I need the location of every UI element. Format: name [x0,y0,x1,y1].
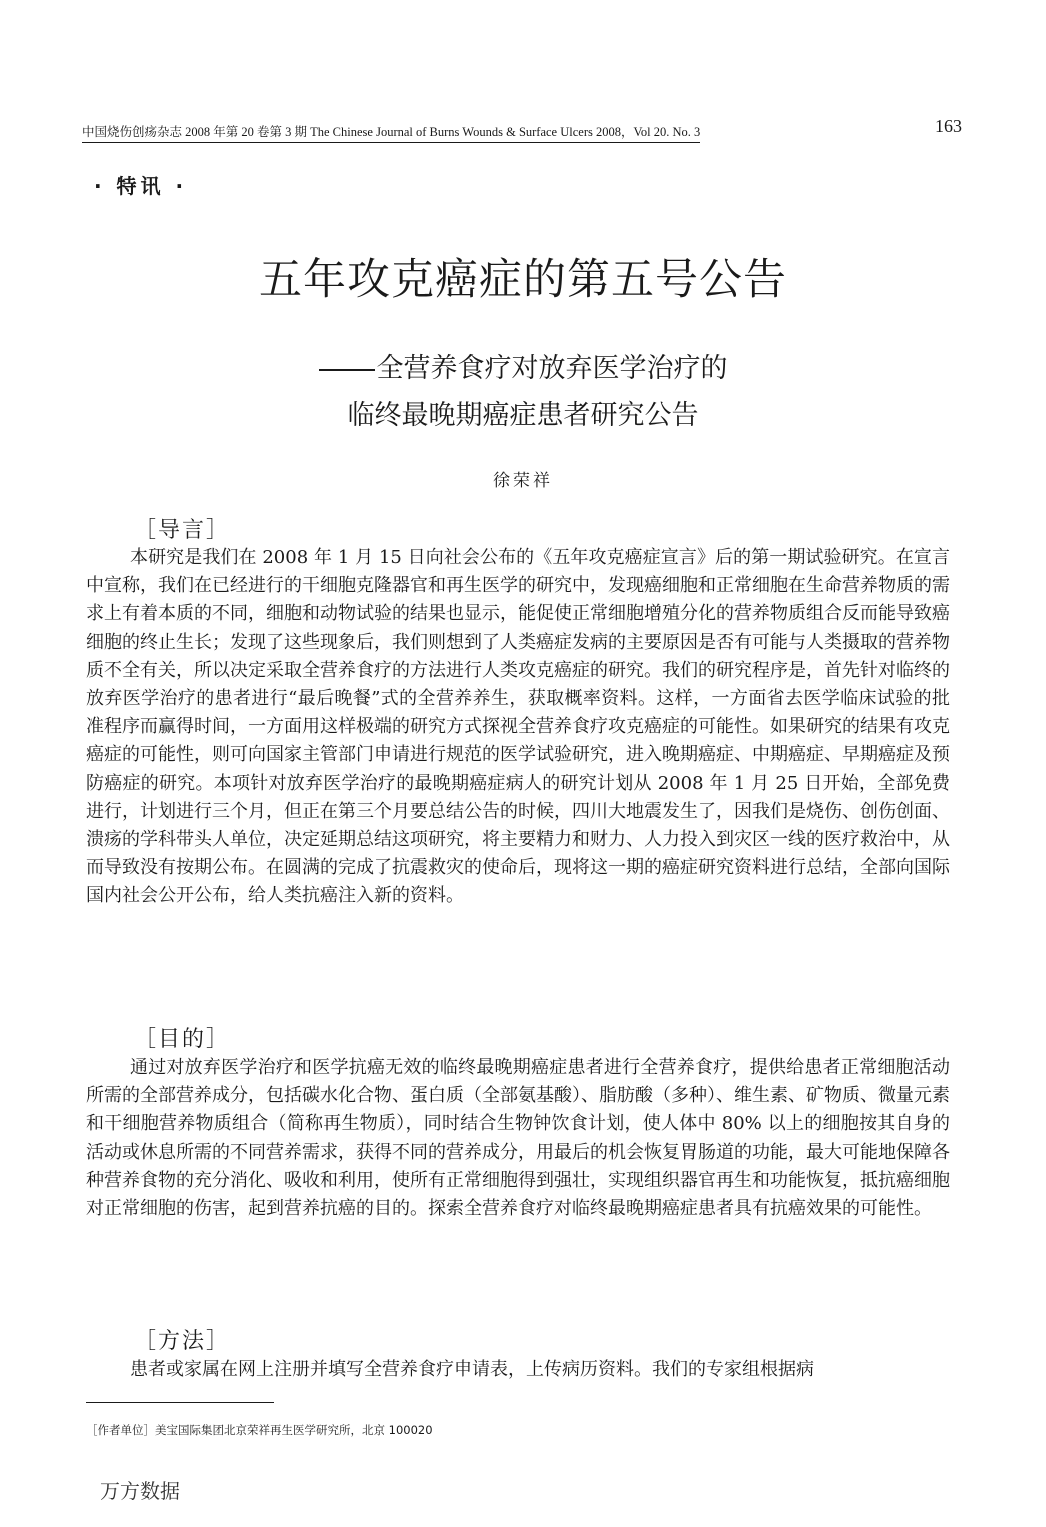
subtitle-line-1 [0,345,1046,392]
journal-citation: 中国烧伤创疡杂志 2008 年第 20 卷第 3 期 The Chinese Journal of Burns Wounds & Surface Ulcers 2008，Vol 20. No. 3 [82,122,700,143]
database-watermark: 万方数据 [100,1479,180,1503]
section-tag: · 特讯 · [94,174,188,198]
article-title: 五年攻克癌症的第五号公告 [259,255,787,305]
subtitle-line-2: 临终最晚期癌症患者研究公告 [347,400,699,431]
author-name: 徐荣祥 [493,471,553,491]
author-affiliation: ［作者单位］美宝国际集团北京荣祥再生医学研究所，北京 100020 [86,1423,433,1437]
heading-objective: ［目的］ [134,1027,231,1052]
paragraph-objective: 通过对放弃医学治疗和医学抗癌无效的临终最晚期癌症患者进行全营养食疗，提供给患者正常细胞活动所需的全部营养成分，包括碳水化合物、蛋白质（全部氨基酸）、脂肪酸（多种）、维生素、矿物质、微量元素和干细胞营养物质组合（简称再生物质），同时结合生物钟饮食计划，使人体中 80% 以上的细胞按其自身的活动或休息所需的不同营养需求，获得不同的营养成分，用最后的机会恢复胃肠道的功能，最大可能地保障各种营养食物的充分消化、吸收和利用，使所有正常细胞得到强壮，实现组织器官再生和功能恢复，抵抗癌细胞对正常细胞的伤害，起到营养抗癌的目的。探索全营养食疗对临终最晚期癌症患者具有抗癌效果的可能性。 [86,1057,950,1220]
heading-methods: ［方法］ [134,1329,231,1354]
subtitle-line-1-text: 全营养食疗对放弃医学治疗的 [376,353,728,384]
paragraph-methods: 患者或家属在网上注册并填写全营养食疗申请表，上传病历资料。我们的专家组根据病 [130,1359,814,1380]
page-number: 163 [935,116,962,136]
heading-introduction: ［导言］ [134,518,231,543]
paragraph-introduction: 本研究是我们在 2008 年 1 月 15 日向社会公布的《五年攻克癌症宣言》后的第一期试验研究。在宣言中宣称，我们在已经进行的干细胞克隆器官和再生医学的研究中，发现癌细胞和正常细胞在生命营养物质的需求上有着本质的不同，细胞和动物试验的结果也显示，能促使正常细胞增殖分化的营养物质组合反而能导致癌细胞的终止生长；发现了这些现象后，我们则想到了人类癌症发病的主要原因是否有可能与人类摄取的营养物质不全有关，所以决定采取全营养食疗的方法进行人类攻克癌症的研究。我们的研究程序是，首先针对临终的放弃医学治疗的患者进行“最后晚餐”式的全营养养生，获取概率资料。这样，一方面省去医学临床试验的批准程序而赢得时间，一方面用这样极端的研究方式探视全营养食疗攻克癌症的可能性。如果研究的结果有攻克癌症的可能性，则可向国家主管部门申请进行规范的医学试验研究，进入晚期癌症、中期癌症、早期癌症及预防癌症的研究。本项针对放弃医学治疗的最晚期癌症病人的研究计划从 2008 年 1 月 25 日开始，全部免费进行，计划进行三个月，但正在第三个月要总结公告的时候，四川大地震发生了，因我们是烧伤、创伤创面、溃疡的学科带头人单位，决定延期总结这项研究，将主要精力和财力、人力投入到灾区一线的医疗救治中，从而导致没有按期公布。在圆满的完成了抗震救灾的使命后，现将这一期的癌症研究资料进行总结，全部向国际国内社会公开公布，给人类抗癌注入新的资料。 [86,547,950,907]
footnote-rule [86,1402,274,1403]
article-subtitle [0,345,1046,439]
em-dash-rule [319,369,375,371]
running-head [82,116,962,140]
